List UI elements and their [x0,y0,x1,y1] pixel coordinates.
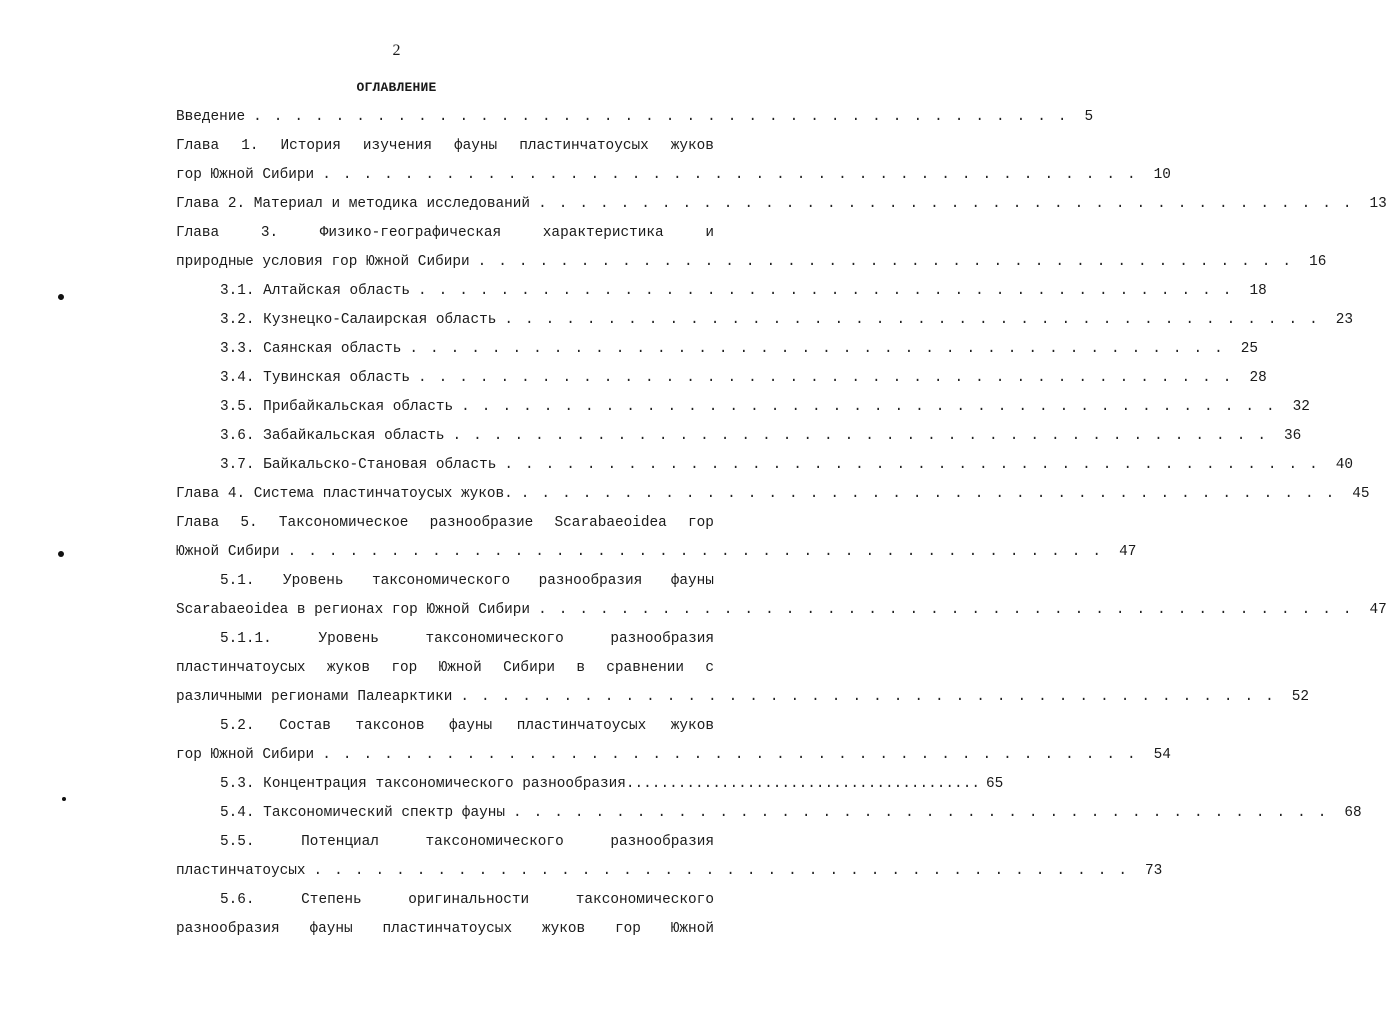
toc-word: оригинальности [408,892,530,908]
toc-entry-text: 3.3. Саянская область [220,341,402,357]
toc-page-number: 10 [1153,167,1171,183]
toc-word: 5.1. [220,573,255,589]
page-number: 2 [392,42,401,59]
toc-word: Глава [176,515,220,531]
dot-leader: ........................................ [634,776,980,792]
dot-leader: ........................................ [313,863,1139,879]
toc-word: жуков [670,718,714,734]
toc-entry-ch3 [176,252,1327,272]
toc-word: жуков [326,660,371,676]
toc-page-number: 25 [1240,341,1259,357]
toc-entry-text: 3.5. Прибайкальская область [220,399,454,415]
toc-entry-s5-3 [220,774,1004,794]
toc-entry-s3-6 [220,426,1302,446]
toc-word: таксономического [575,892,714,908]
dot-leader: ........................................ [504,457,1330,473]
page-title: ОГЛАВЛЕНИЕ [356,80,437,95]
toc-word: пластинчатоусых [516,718,647,734]
toc-word: гор [391,660,418,676]
toc-word: фауны [449,718,493,734]
toc-entry-text: Глава 2. Материал и методика исследований [176,196,531,212]
toc-entry-ch3-line1 [176,223,714,243]
toc-word: таксономического [425,834,564,850]
toc-entry-ch4 [176,484,1370,504]
toc-word: гор [688,515,714,531]
toc-page-number: 13 [1369,196,1387,212]
dot-leader: ........................................ [460,689,1286,705]
toc-entry-s5-1-1 [176,687,1310,707]
toc-entry-text: гор Южной Сибири [176,747,315,763]
toc-entry-text: различными регионами Палеарктики [176,689,453,705]
toc-word: фауны [454,138,498,154]
toc-entry-text: Южной Сибири [176,544,280,560]
toc-page-number: 40 [1335,457,1354,473]
toc-page-number: 73 [1144,863,1163,879]
toc-word: 5. [240,515,258,531]
toc-entry-ch5 [176,542,1137,562]
toc-word: фауны [309,921,353,937]
toc-entry-text: 5.3. Концентрация таксономического разнообразия. [220,776,635,792]
toc-entry-text: Глава 4. Система пластинчатоусых жуков. [176,486,513,502]
toc-entry-s5-5 [176,861,1163,881]
toc-page-number: 28 [1249,370,1267,386]
toc-entry-s5-6-line2 [176,919,714,939]
toc-page-number: 16 [1309,254,1327,270]
toc-entry-s3-5 [220,397,1310,417]
toc-word: фауны [670,573,714,589]
toc-word: Потенциал [301,834,379,850]
toc-page-number: 23 [1335,312,1354,328]
toc-page-number: 36 [1283,428,1302,444]
toc-entry-s3-4 [220,368,1267,388]
toc-entry-s3-7 [220,455,1354,475]
toc-word: 5.5. [220,834,255,850]
toc-word: характеристика [542,225,664,241]
toc-entry-text: 3.7. Байкальско-Становая область [220,457,497,473]
dot-leader: ........................................ [452,428,1278,444]
toc-word: 3. [260,225,279,241]
toc-word: с [705,660,714,676]
toc-page-number: 47 [1119,544,1137,560]
toc-word: и [705,225,714,241]
toc-entry-s5-2-line1 [220,716,714,736]
toc-word: разнообразия [610,631,714,647]
toc-entry-text: 3.6. Забайкальская область [220,428,445,444]
toc-word: Южной [438,660,482,676]
toc-entry-s3-1 [220,281,1267,301]
toc-word: разнообразие [429,515,534,531]
toc-word: 5.1.1. [220,631,272,647]
toc-entry-s5-5-line1 [220,832,714,852]
toc-word: разнообразия [538,573,643,589]
toc-entry-text: 3.2. Кузнецко-Салаирская область [220,312,497,328]
toc-page-number: 54 [1153,747,1171,763]
toc-word: изучения [362,138,433,154]
toc-word: разнообразия [176,921,280,937]
toc-entry-s5-1-1-line2 [176,658,714,678]
dot-leader: ........................................ [287,544,1114,560]
dot-leader: ........................................ [477,254,1304,270]
dot-leader: ........................................ [512,805,1339,821]
dot-leader: ........................................ [538,196,1364,212]
toc-word: гор [615,921,641,937]
toc-word: 5.2. [220,718,255,734]
toc-word: Глава [176,138,220,154]
toc-word: Scarabaeoidea [554,515,667,531]
toc-page-number: 5 [1084,109,1094,125]
dot-leader: ........................................ [538,602,1364,618]
toc-word: жуков [541,921,586,937]
dot-leader: ........................................ [504,312,1330,328]
toc-page-number: 52 [1291,689,1310,705]
toc-entry-s5-1 [176,600,1387,620]
toc-entry-s5-1-1-line1 [220,629,714,649]
toc-word: сравнении [606,660,685,676]
toc-entry-ch5-line1 [176,513,714,533]
toc-word: Уровень [283,573,344,589]
toc-entry-s3-2 [220,310,1354,330]
dot-leader: ........................................ [409,341,1235,357]
toc-page-number: 47 [1369,602,1387,618]
toc-entry-text: 3.4. Тувинская область [220,370,410,386]
toc-entry-text: гор Южной Сибири [176,167,315,183]
toc-word: История [280,138,341,154]
dot-leader: ........................................ [418,370,1244,386]
toc-entry-s5-6-line1 [220,890,714,910]
toc-word: Южной [670,921,714,937]
dot-leader: ........................................ [418,283,1244,299]
toc-entry-ch2 [176,194,1387,214]
scan-mark [62,797,66,801]
dot-leader: ........................................ [322,167,1148,183]
scan-mark [57,293,65,301]
toc-entry-text: 3.1. Алтайская область [220,283,410,299]
toc-word: пластинчатоусых [176,660,306,676]
toc-entry-text: Scarabaeoidea в регионах гор Южной Сибири [176,602,531,618]
toc-word: Физико-географическая [319,225,502,241]
toc-word: Уровень [318,631,379,647]
toc-entry-ch1-line1 [176,136,714,156]
toc-word: пластинчатоусых [519,138,649,154]
toc-entry-ch1 [176,165,1171,185]
toc-word: таксономического [371,573,511,589]
toc-page-number: 32 [1292,399,1310,415]
toc-word: в [576,660,585,676]
toc-word: Степень [301,892,362,908]
toc-word: Таксономическое [278,515,409,531]
toc-entry-intro [176,107,1094,127]
toc-page-number: 45 [1352,486,1370,502]
toc-entry-text: природные условия гор Южной Сибири [176,254,470,270]
toc-word: разнообразия [610,834,714,850]
toc-word: таксономического [425,631,564,647]
toc-entry-text: Введение [176,109,246,125]
toc-word: 5.6. [220,892,255,908]
scan-mark [58,551,64,557]
dot-leader: ........................................ [253,109,1079,125]
toc-word: жуков [670,138,714,154]
toc-entry-s5-2 [176,745,1171,765]
toc-entry-s5-4 [220,803,1362,823]
toc-entry-s5-1-line1 [220,571,714,591]
toc-word: таксонов [355,718,425,734]
dot-leader: ........................................ [461,399,1287,415]
toc-page-number: 65 [985,776,1004,792]
toc-word: пластинчатоусых [382,921,513,937]
toc-word: Состав [279,718,331,734]
toc-entry-text: пластинчатоусых [176,863,306,879]
toc-word: Сибири [503,660,555,676]
dot-leader: ........................................ [322,747,1148,763]
toc-entry-s3-3 [220,339,1259,359]
toc-page-number: 18 [1249,283,1267,299]
toc-word: Глава [176,225,220,241]
toc-entry-text: 5.4. Таксономический спектр фауны [220,805,505,821]
toc-word: 1. [241,138,259,154]
dot-leader: ........................................ [520,486,1347,502]
toc-page-number: 68 [1344,805,1362,821]
